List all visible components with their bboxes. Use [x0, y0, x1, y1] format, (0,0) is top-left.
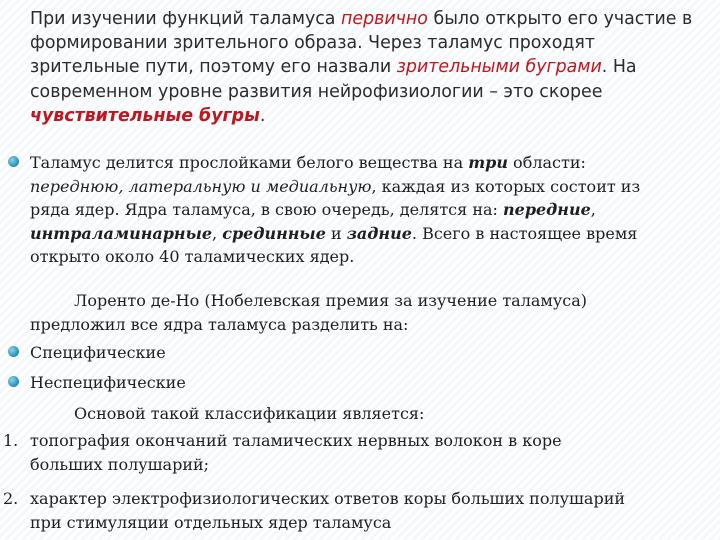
list-number: 1. — [3, 431, 19, 450]
paragraph-line: открыто около 40 таламических ядер. — [30, 247, 355, 266]
intro-emphasis-visual-tubercles: зрительными буграми — [396, 57, 602, 78]
intro-text: . — [259, 105, 266, 126]
paragraph-line: предложил все ядра таламуса разделить на: — [30, 315, 409, 334]
bullet-icon — [8, 376, 19, 387]
bullet-icon — [8, 346, 19, 357]
numbered-item-line: топография окончаний таламических нервных волокон в коре — [30, 431, 562, 450]
intro-text: было открыто его участие в формировании зрительного образа. Через таламус проходят зрительные пути, поэтому его назвали — [30, 9, 693, 78]
intro-text: При изучении функций таламуса — [30, 9, 341, 29]
paragraph-line: Таламус делится прослойками белого вещества на три области: — [30, 153, 586, 172]
numbered-item-line: больших полушарий; — [30, 455, 210, 474]
intro-paragraph — [30, 7, 710, 128]
numbered-item-line: характер электрофизиологических ответов коры больших полушарий — [30, 489, 626, 508]
intro-text: . На современном уровне развития нейрофизиологии – это скорее — [30, 57, 637, 102]
bullet-icon — [8, 156, 19, 167]
intro-emphasis-sensory-tubercles: чувствительные бугры — [30, 105, 260, 126]
paragraph-line: ряда ядер. Ядра таламуса, в свою очередь, делятся на: передние, — [30, 200, 596, 219]
list-item: Специфические — [30, 343, 166, 362]
paragraph-line: Основой такой классификации является: — [74, 404, 425, 423]
intro-emphasis-primary: первично — [341, 9, 428, 29]
list-item: Неспецифические — [30, 373, 186, 392]
numbered-item-line: при стимуляции отдельных ядер таламуса — [30, 513, 392, 532]
paragraph-line: переднюю, латеральную и медиальную, каждая из которых состоит из — [30, 177, 641, 196]
paragraph-line: интраламинарные, срединные и задние. Всего в настоящее время — [30, 224, 638, 243]
list-number: 2. — [3, 489, 19, 508]
paragraph-line: Лоренто де-Но (Нобелевская премия за изучение таламуса) — [74, 291, 588, 310]
